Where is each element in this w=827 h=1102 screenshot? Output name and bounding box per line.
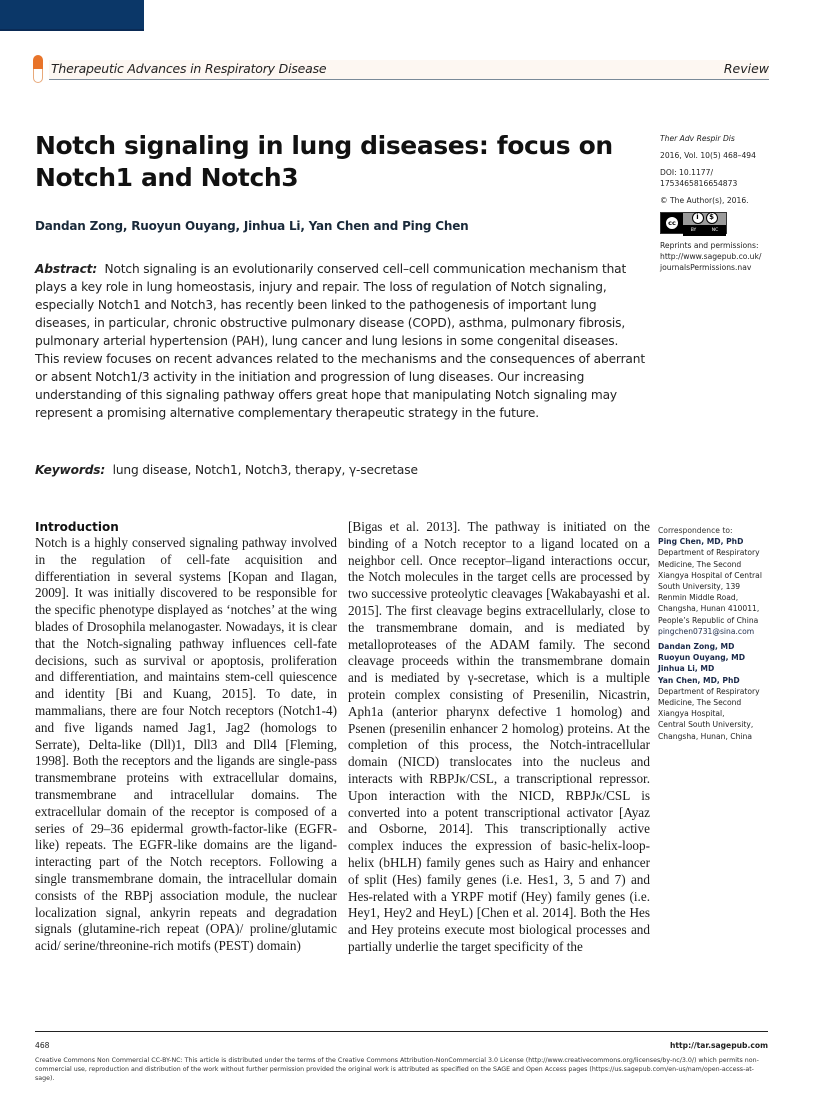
journal-header <box>33 55 769 85</box>
coauthor: Jinhua Li, MD <box>658 664 715 674</box>
correspondence-block <box>658 525 823 742</box>
reprints-link-line1[interactable]: http://www.sagepub.co.uk/ <box>660 252 762 261</box>
coauthor-address-3: Xiangya Hospital, <box>658 709 725 719</box>
reprints-link-line2[interactable]: journalsPermissions.nav <box>660 263 752 272</box>
coauthor-address-4: Central South University, <box>658 720 754 730</box>
page-number: 468 <box>35 1041 50 1050</box>
corresponding-address-3: Xiangya Hospital of Central <box>658 570 762 580</box>
abstract-text: Notch signaling is an evolutionarily conserved cell–cell communication mechanism that plays a key role in lung homeostasis, injury and repair. The loss of regulation of Notch signaling, especially Notch1 and Notch3, has recently been linked to the pathogenesis of important lung diseases, in particular, chronic obstructive pulmonary disease (COPD), asthma, pulmonary fibrosis, pulmonary arterial hypertension (PAH), lung cancer and lung lesions in some congenital diseases. This review focuses on recent advances related to the mechanisms and the consequences of aberrant or absent Notch1/3 activity in the initiation and progression of lung diseases. Our increasing understanding of this signaling pathway offers great hope that manipulating Notch signaling may represent a promising alternative complementary therapeutic strategy in the future. <box>35 262 645 420</box>
keywords <box>35 463 645 477</box>
noncommercial-icon: $ <box>706 212 718 224</box>
footer-divider <box>35 1031 768 1032</box>
keywords-label: Keywords: <box>35 463 106 477</box>
coauthor-address-1: Department of Respiratory <box>658 686 760 696</box>
body-column-left <box>35 519 337 955</box>
cc-icon: cc <box>664 215 680 231</box>
section-heading-introduction: Introduction <box>35 520 119 534</box>
abstract-label: Abstract: <box>35 262 98 276</box>
doi-value[interactable]: 1753465816654873 <box>660 179 738 188</box>
reprints <box>660 240 820 273</box>
copyright: © The Author(s), 2016. <box>660 196 749 205</box>
corresponding-address-4: South University, 139 <box>658 582 741 592</box>
corresponding-author: Ping Chen, MD, PhD <box>658 537 744 547</box>
body-paragraph: [Bigas et al. 2013]. The pathway is initiated on the binding of a Notch receptor to a ligand located on a neighbor cell. Once receptor–ligand interactions occur, the Notch molecules in the target cells are processed by two successive proteolytic cleavages [Wakabayashi et al. 2015]. The first cleavage begins extracellularly, close to the transmembrane domain, and is mediated by metalloproteases of the ADAM family. The second cleavage proceeds within the transmembrane domain and is mediated by γ-secretase, which is a multiple protein complex consisting of Presenilin, Nicastrin, Aph1a (anterior pharynx defective 1 homolog) and Psenen (presenilin enhancer 2 homolog) proteins. At the completion of this process, the Notch-intracellular domain (NICD) translocates into the nucleus and interacts with RBPJκ/CSL, a transcriptional repressor. Upon interaction with the NICD, RBPJκ/CSL is converted into a potent transcriptional activator [Ayaz and Osborne, 2014]. This transcriptionally active complex induces the expression of basic-helix-loop-helix (bHLH) family genes such as Hairy and enhancer of split (Hes) family genes (i.e. Hes1, 3, 5 and 7) and Hes-related with a YRPF motif (Hey) family genes (i.e. Hey1, Hey2 and HeyL) [Chen et al. 2014]. Both the Hes and Hey proteins execute most biological processes and partially underlie the target specificity of the <box>348 519 650 954</box>
corresponding-address-6: Changsha, Hunan 410011, <box>658 604 760 614</box>
coauthor: Yan Chen, MD, PhD <box>658 675 740 685</box>
cc-by-label: BY <box>690 227 697 233</box>
coauthor: Ruoyun Ouyang, MD <box>658 653 746 663</box>
journal-brand-bar <box>0 0 144 31</box>
body-column-middle <box>348 519 650 956</box>
journal-name: Therapeutic Advances in Respiratory Disease <box>51 61 327 76</box>
volume-info: 2016, Vol. 10(5) 468–494 <box>660 151 756 160</box>
article-metadata <box>660 133 820 279</box>
capsule-icon <box>33 55 43 85</box>
journal-url-link[interactable]: http://tar.sagepub.com <box>669 1041 768 1050</box>
body-paragraph: Notch is a highly conserved signaling pathway involved in the regulation of cell-fate acquisition and differentiation in several systems [Kopan and Ilagan, 2009]. It was initially discovered to be responsible for the specific phenotype displayed as ‘notches’ at the wing blades of Drosophila melanogaster. Nowadays, it is clear that the Notch-signaling pathway influences cell-fate decisions, such as survival or apoptosis, proliferation and differentiation, and maintains stem-cell quiescence and identity [Bi and Kuang, 2015]. To date, in mammalians, there are four Notch receptors (Notch1-4) and five ligands named Jag1, Jag2 (homologs to Serrate), Delta-like (Dll)1, Dll3 and Dll4 [Fleming, 1998]. Both the receptors and the ligands are single-pass transmembrane proteins with extracellular domains, transmembrane and intracellular domains. The extracellular domain of the receptor is composed of a series of 29–36 epidermal growth-factor-like (EGFR-like) repeats. The EGFR-like domains are the ligand-interacting part of the Notch receptors. Following a single transmembrane domain, the intracellular domain consists of the RBPj association module, the nuclear localization signal, ankyrin repeats and degradation signals (glutamine-rich repeat (OPA)/ proline/glutamic acid/ serine/threonine-rich motifs (PEST) domain) <box>35 535 337 954</box>
doi <box>660 167 820 189</box>
license-notice: Creative Commons Non Commercial CC-BY-NC: This article is distributed under the terms of the Creative Commons Attribution-NonCommercial 3.0 License (http://www.creativecommons.org/licenses/by-nc/3.0/) which permits non-commercial use, reproduction and distribution of the work without further permission provided the original work is attributed as specified on the SAGE and Open Access pages (https://us.sagepub.com/en-us/nam/open-access-at-sage). <box>35 1057 759 1082</box>
abstract <box>35 260 645 422</box>
coauthor-address-5: Changsha, Hunan, China <box>658 731 752 741</box>
corresponding-email[interactable]: pingchen0731@sina.com <box>658 626 755 636</box>
corresponding-address-7: People’s Republic of China <box>658 615 759 625</box>
cc-nc-label: NC <box>711 227 719 233</box>
correspondence-label: Correspondence to: <box>658 526 733 535</box>
reprints-label: Reprints and permissions: <box>660 241 759 250</box>
article-title: Notch signaling in lung diseases: focus on Notch1 and Notch3 <box>35 131 613 192</box>
corresponding-address-2: Medicine, The Second <box>658 559 742 569</box>
corresponding-address-5: Renmin Middle Road, <box>658 593 739 603</box>
attribution-icon: i <box>692 212 704 224</box>
corresponding-address-1: Department of Respiratory <box>658 548 760 558</box>
journal-abbreviation: Ther Adv Respir Dis <box>660 134 735 143</box>
coauthor-address-2: Medicine, The Second <box>658 698 742 708</box>
header-divider <box>49 79 769 80</box>
author-list: Dandan Zong, Ruoyun Ouyang, Jinhua Li, Yan Chen and Ping Chen <box>35 219 469 233</box>
article-type: Review <box>723 61 769 76</box>
creative-commons-badge[interactable] <box>660 212 727 234</box>
coauthor: Dandan Zong, MD <box>658 642 735 652</box>
keywords-text: lung disease, Notch1, Notch3, therapy, γ-secretase <box>112 463 418 477</box>
doi-label: DOI: 10.1177/ <box>660 168 713 177</box>
